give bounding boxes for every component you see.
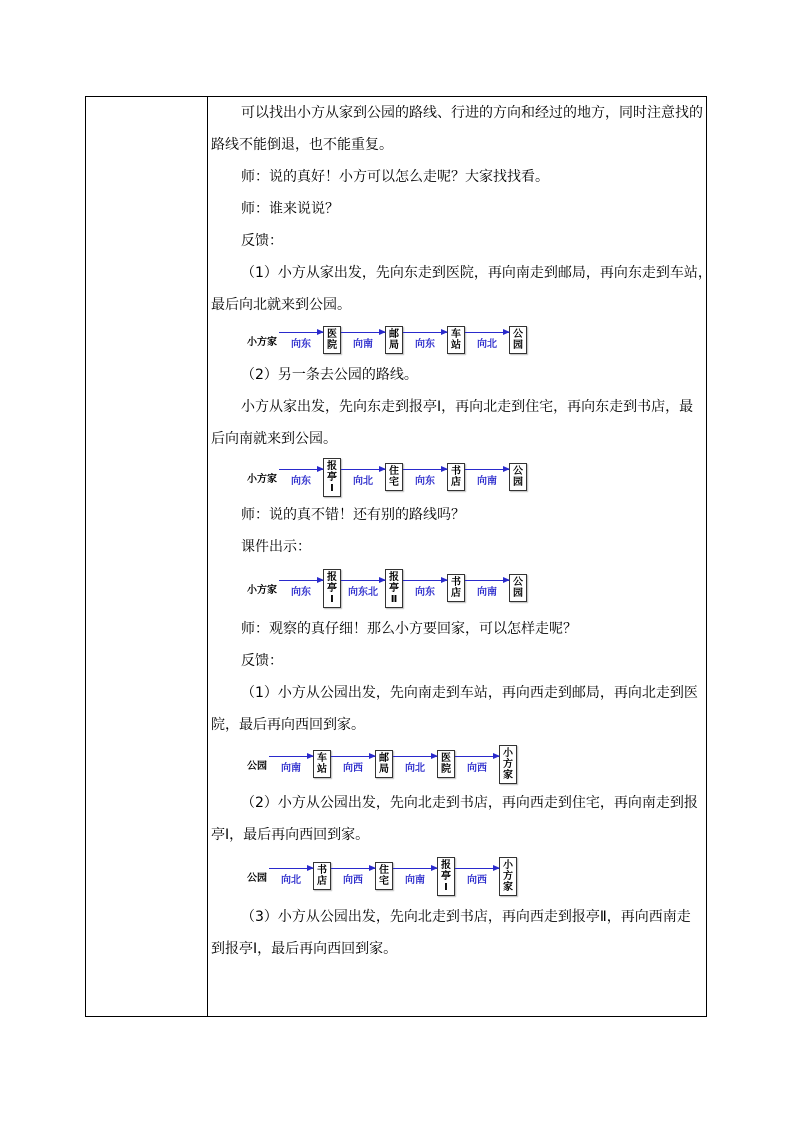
arrow-right-icon	[455, 756, 499, 757]
route-direction-label: 向西	[343, 875, 363, 886]
route-direction-label: 向南	[353, 339, 373, 350]
route-arrow	[403, 573, 447, 603]
paragraph: 师：说的真好！小方可以怎么走呢？大家找找看。	[241, 169, 549, 185]
paragraph: 师：谁来说说？	[241, 201, 339, 217]
route-arrow	[403, 462, 447, 492]
arrow-right-icon	[403, 580, 447, 581]
route-stop-box: 住 宅	[375, 862, 393, 890]
route-start-label: 小方家	[247, 473, 277, 485]
route-stop-box: 邮 局	[375, 750, 393, 778]
route-stop-box: 书 店	[447, 574, 465, 602]
route-stop-box: 报 亭 Ⅰ	[323, 458, 341, 497]
arrow-right-icon	[279, 469, 323, 470]
route-arrow	[393, 749, 437, 779]
route-start-label: 小方家	[247, 584, 277, 596]
arrow-right-icon	[455, 868, 499, 869]
route-direction-label: 向西	[467, 763, 487, 774]
route-stop-box: 小 方 家	[499, 857, 517, 896]
arrow-right-icon	[279, 580, 323, 581]
route-arrow	[279, 462, 323, 492]
route-start-label: 公园	[247, 760, 267, 772]
route-start-label: 公园	[247, 872, 267, 884]
route-direction-label: 向北	[281, 875, 301, 886]
paragraph: 路线不能倒退，也不能重复。	[211, 137, 393, 153]
route-stop-box: 车 站	[313, 750, 331, 778]
route-direction-label: 向北	[353, 476, 373, 487]
route-diagram	[211, 741, 702, 787]
paragraph: 到报亭Ⅰ，最后再向西回到家。	[211, 941, 398, 957]
paragraph: 反馈：	[241, 653, 283, 669]
paragraph: 亭Ⅰ，最后再向西回到家。	[211, 827, 370, 843]
route-direction-label: 向东	[291, 339, 311, 350]
route-arrow	[341, 325, 385, 355]
arrow-right-icon	[393, 868, 437, 869]
arrow-right-icon	[331, 868, 375, 869]
route-stop-box: 报 亭 Ⅱ	[385, 569, 403, 608]
route-stop-box: 小 方 家	[499, 745, 517, 784]
route-stop-box: 报 亭 Ⅰ	[437, 857, 455, 896]
paragraph: （2）另一条去公园的路线。	[241, 367, 418, 383]
route-stop-box: 邮 局	[385, 326, 403, 354]
paragraph: 反馈：	[241, 233, 283, 249]
arrow-right-icon	[465, 469, 509, 470]
paragraph: （3）小方从公园出发，先向北走到书店，再向西走到报亭Ⅱ，再向西南走	[241, 909, 691, 925]
paragraph: 课件出示：	[241, 539, 311, 555]
route-stop-box: 车 站	[447, 326, 465, 354]
route-arrow	[465, 462, 509, 492]
route-arrow	[455, 749, 499, 779]
route-arrow	[403, 325, 447, 355]
arrow-right-icon	[465, 580, 509, 581]
arrow-right-icon	[269, 868, 313, 869]
column-divider	[207, 97, 208, 1016]
route-arrow	[465, 325, 509, 355]
paragraph: 最后向北就来到公园。	[211, 297, 351, 313]
arrow-right-icon	[341, 469, 385, 470]
route-stop-box: 医 院	[323, 326, 341, 354]
route-arrow	[269, 749, 313, 779]
route-diagram	[211, 321, 702, 359]
paragraph: 可以找出小方从家到公园的路线、行进的方向和经过的地方，同时注意找的	[241, 105, 703, 121]
arrow-right-icon	[465, 332, 509, 333]
route-start-label: 小方家	[247, 336, 277, 348]
route-direction-label: 向北	[477, 339, 497, 350]
paragraph: 院，最后再向西回到家。	[211, 717, 365, 733]
arrow-right-icon	[341, 580, 385, 581]
paragraph: 后向南就来到公园。	[211, 431, 337, 447]
route-diagram	[211, 563, 702, 613]
route-stop-box: 公 园	[509, 326, 527, 354]
route-direction-label: 向南	[405, 875, 425, 886]
paragraph: 师：观察的真仔细！那么小方要回家，可以怎样走呢？	[241, 621, 577, 637]
paragraph: （1）小方从家出发，先向东走到医院，再向南走到邮局，再向东走到车站，	[241, 265, 712, 281]
lesson-content	[211, 97, 712, 965]
route-direction-label: 向东	[291, 476, 311, 487]
arrow-right-icon	[393, 756, 437, 757]
route-direction-label: 向东	[415, 587, 435, 598]
route-direction-label: 向南	[477, 476, 497, 487]
arrow-right-icon	[331, 756, 375, 757]
paragraph: （2）小方从公园出发，先向北走到书店，再向西走到住宅，再向南走到报	[241, 795, 698, 811]
route-arrow	[393, 861, 437, 891]
route-direction-label: 向东	[415, 339, 435, 350]
route-direction-label: 向南	[477, 587, 497, 598]
route-stop-box: 书 店	[447, 463, 465, 491]
route-direction-label: 向东	[415, 476, 435, 487]
route-arrow	[341, 573, 385, 603]
route-arrow	[455, 861, 499, 891]
route-direction-label: 向北	[405, 763, 425, 774]
route-diagram	[211, 851, 702, 901]
route-diagram	[211, 455, 702, 499]
paragraph: （1）小方从公园出发，先向南走到车站，再向西走到邮局，再向北走到医	[241, 685, 698, 701]
arrow-right-icon	[403, 332, 447, 333]
route-direction-label: 向东	[291, 587, 311, 598]
route-stop-box: 公 园	[509, 574, 527, 602]
route-stop-box: 报 亭 Ⅰ	[323, 569, 341, 608]
route-stop-box: 医 院	[437, 750, 455, 778]
paragraph: 师：说的真不错！还有别的路线吗？	[241, 507, 465, 523]
route-arrow	[269, 861, 313, 891]
route-arrow	[331, 749, 375, 779]
route-arrow	[341, 462, 385, 492]
route-arrow	[465, 573, 509, 603]
route-stop-box: 住 宅	[385, 463, 403, 491]
arrow-right-icon	[269, 756, 313, 757]
route-arrow	[331, 861, 375, 891]
route-stop-box: 公 园	[509, 463, 527, 491]
route-stop-box: 书 店	[313, 862, 331, 890]
route-arrow	[279, 325, 323, 355]
route-direction-label: 向西	[467, 875, 487, 886]
arrow-right-icon	[279, 332, 323, 333]
route-arrow	[279, 573, 323, 603]
paragraph: 小方从家出发，先向东走到报亭Ⅰ，再向北走到住宅，再向东走到书店，最	[241, 399, 694, 415]
route-direction-label: 向西	[343, 763, 363, 774]
arrow-right-icon	[341, 332, 385, 333]
lesson-table	[85, 96, 712, 1017]
route-direction-label: 向南	[281, 763, 301, 774]
arrow-right-icon	[403, 469, 447, 470]
route-direction-label: 向东北	[348, 587, 378, 598]
